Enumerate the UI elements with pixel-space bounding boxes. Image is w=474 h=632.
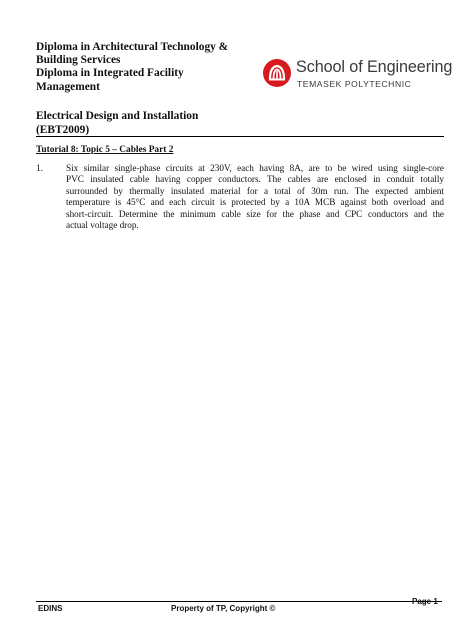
- program-line: Management: [36, 80, 100, 93]
- program-line: Diploma in Integrated Facility: [36, 67, 184, 80]
- footer-copyright: Property of TP, Copyright ©: [171, 604, 276, 613]
- question-line: surrounded by thermally insulated material for a total of 30m run. The expected ambient: [66, 185, 444, 196]
- tutorial-title: Tutorial 8: Topic 5 – Cables Part 2: [36, 145, 174, 155]
- course-code: (EBT2009): [36, 123, 90, 136]
- course-title: [36, 110, 198, 137]
- logo-title: School of Engineering: [296, 58, 453, 76]
- question-line: actual voltage drop.: [66, 220, 139, 230]
- footer-left: EDINS: [38, 604, 63, 613]
- header-divider: [36, 136, 444, 137]
- footer-divider: [36, 601, 442, 602]
- course-name: Electrical Design and Installation: [36, 110, 199, 122]
- question-line: PVC insulated cable having copper conductors. The cables are enclosed in conduit totally: [66, 174, 444, 185]
- program-line: Building Services: [36, 54, 121, 67]
- program-line: Diploma in Architectural Technology &: [36, 41, 229, 53]
- program-title: [36, 41, 251, 94]
- logo-subtitle: TEMASEK POLYTECHNIC: [297, 79, 412, 89]
- question-line: short-circuit. Determine the minimum cable size for the phase and CPC conductors and the: [66, 208, 444, 219]
- school-logo: [262, 58, 462, 94]
- temasek-polytechnic-logo-icon: [262, 58, 292, 88]
- question-number: 1.: [36, 163, 43, 173]
- question-line: Six similar single-phase circuits at 230V, each having 8A, are to be wired using single-core: [66, 163, 444, 173]
- question-line: temperature is 45°C and each circuit is protected by a 10A MCB against both overload and: [66, 197, 444, 208]
- page-number: Page 1: [412, 597, 438, 606]
